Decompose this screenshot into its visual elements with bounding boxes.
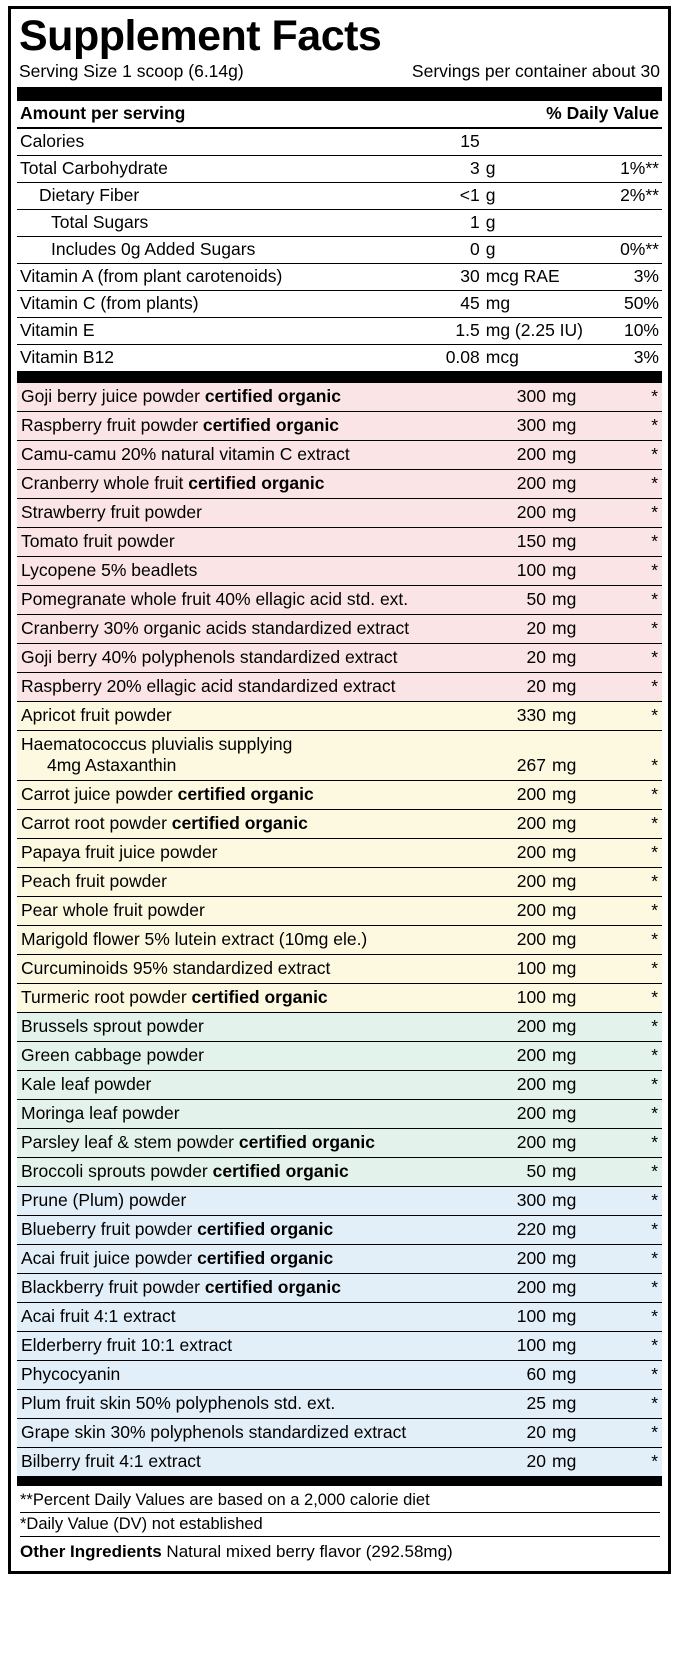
table-row [17,955,662,984]
ingredients-table [17,383,662,1477]
ingredient-amount: 200 [509,1071,549,1100]
ingredient-unit: mg [549,1274,638,1303]
ingredient-unit: mg [549,586,638,615]
page-title: Supplement Facts [19,12,382,60]
ingredient-amount: 220 [509,1216,549,1245]
ingredient-dv: * [638,1303,662,1332]
ingredient-unit: mg [549,1013,638,1042]
ingredient-amount: 20 [509,673,549,702]
serving-size: Serving Size 1 scoop (6.14g) [19,61,244,81]
table-row [17,868,662,897]
ingredient-unit: mg [549,557,638,586]
ingredient-name: Kale leaf powder [17,1071,509,1100]
nutrient-amount: 3 [426,156,483,183]
ingredient-amount: 300 [509,1187,549,1216]
ingredient-dv: * [638,955,662,984]
ingredient-dv: * [638,781,662,810]
ingredient-amount: 100 [509,955,549,984]
servings-per-container: Servings per container about 30 [411,61,660,81]
table-row [17,1245,662,1274]
ingredient-name: Raspberry 20% ellagic acid standardized extract [17,673,509,702]
nutrient-amount: 0.08 [426,345,483,372]
ingredient-name: Bilberry fruit 4:1 extract [17,1448,509,1477]
ingredient-name: Curcuminoids 95% standardized extract [17,955,509,984]
other-ingredients [17,1537,662,1565]
ingredient-name: Parsley leaf & stem powder certified organic [17,1129,509,1158]
nutrient-dv: 10% [583,318,662,345]
ingredient-name: Carrot root powder certified organic [17,810,509,839]
ingredient-unit: mg [549,383,638,412]
ingredient-dv: * [638,470,662,499]
ingredient-unit: mg [549,1071,638,1100]
ingredient-unit: mg [549,470,638,499]
ingredient-amount: 100 [509,557,549,586]
nutrient-unit: mcg [483,345,583,372]
ingredient-dv: * [638,586,662,615]
ingredient-dv: * [638,499,662,528]
nutrient-dv: 2%** [583,183,662,210]
ingredient-dv: * [638,673,662,702]
ingredient-name: Green cabbage powder [17,1042,509,1071]
ingredient-dv: * [638,1071,662,1100]
ingredient-name: Haematococcus pluvialis supplying 4mg Astaxanthin [17,731,509,781]
ingredient-unit: mg [549,644,638,673]
nutrient-dv: 0%** [583,237,662,264]
ingredient-dv: * [638,1158,662,1187]
ingredient-dv: * [638,926,662,955]
ingredient-amount: 200 [509,810,549,839]
ingredient-amount: 200 [509,1013,549,1042]
nutrient-amount: <1 [426,183,483,210]
ingredient-amount: 200 [509,839,549,868]
nutrient-dv: 50% [583,291,662,318]
nutrient-unit: g [483,237,583,264]
ingredient-amount: 300 [509,412,549,441]
ingredient-amount: 20 [509,644,549,673]
ingredient-name: Phycocyanin [17,1361,509,1390]
nutrient-unit [483,128,583,156]
serving-info-row [17,60,662,84]
ingredient-unit: mg [549,1419,638,1448]
table-row [17,615,662,644]
certified-organic-tag: certified organic [177,784,314,804]
ingredient-name: Cranberry whole fruit certified organic [17,470,509,499]
table-row [17,731,662,781]
ingredient-unit: mg [549,528,638,557]
ingredient-dv: * [638,644,662,673]
certified-organic-tag: certified organic [202,415,340,435]
ingredient-unit: mg [549,412,638,441]
ingredient-amount: 200 [509,441,549,470]
ingredient-name: Carrot juice powder certified organic [17,781,509,810]
ingredient-dv: * [638,1332,662,1361]
nutrient-unit: g [483,183,583,210]
ingredient-name: Turmeric root powder certified organic [17,984,509,1013]
ingredient-unit: mg [549,1303,638,1332]
nutrient-unit: mg (2.25 IU) [483,318,583,345]
table-row [17,1419,662,1448]
ingredient-dv: * [638,412,662,441]
ingredient-unit: mg [549,499,638,528]
nutrient-amount: 45 [426,291,483,318]
table-row [17,128,662,156]
certified-organic-tag: certified organic [204,1277,341,1297]
footnote-daily-values: **Percent Daily Values are based on a 2,000 calorie diet [20,1489,660,1513]
ingredient-name: Brussels sprout powder [17,1013,509,1042]
ingredient-amount: 200 [509,1274,549,1303]
ingredient-unit: mg [549,673,638,702]
table-row [17,183,662,210]
table-row [17,1042,662,1071]
column-header-amount: Amount per serving [17,101,483,128]
ingredient-dv: * [638,702,662,731]
ingredient-name: Tomato fruit powder [17,528,509,557]
ingredient-amount: 20 [509,1419,549,1448]
ingredient-unit: mg [549,1361,638,1390]
table-row [17,528,662,557]
ingredient-unit: mg [549,1332,638,1361]
ingredient-amount: 50 [509,1158,549,1187]
ingredient-name: Lycopene 5% beadlets [17,557,509,586]
ingredient-unit: mg [549,1216,638,1245]
ingredient-dv: * [638,810,662,839]
ingredient-unit: mg [549,441,638,470]
table-row [17,702,662,731]
ingredient-name: Papaya fruit juice powder [17,839,509,868]
nutrient-unit: mg [483,291,583,318]
ingredient-dv: * [638,1042,662,1071]
ingredient-unit: mg [549,1042,638,1071]
nutrient-dv: 3% [583,345,662,372]
ingredient-amount: 200 [509,470,549,499]
ingredient-unit: mg [549,1245,638,1274]
table-row [17,897,662,926]
table-row [17,839,662,868]
ingredient-name: Pear whole fruit powder [17,897,509,926]
table-row [17,1274,662,1303]
ingredient-amount: 200 [509,1100,549,1129]
ingredient-unit: mg [549,615,638,644]
table-row [17,586,662,615]
ingredient-unit: mg [549,702,638,731]
table-row [17,644,662,673]
table-row [17,1100,662,1129]
ingredient-dv: * [638,1245,662,1274]
ingredient-dv: * [638,1274,662,1303]
thick-divider-top [17,87,662,101]
label-border-box [8,6,671,1574]
ingredient-amount: 25 [509,1390,549,1419]
nutrients-table-header [17,101,662,128]
ingredient-unit: mg [549,1448,638,1477]
ingredient-dv: * [638,1129,662,1158]
ingredient-unit: mg [549,839,638,868]
ingredient-dv: * [638,1100,662,1129]
ingredient-dv: * [638,1216,662,1245]
ingredient-amount: 200 [509,897,549,926]
table-row [17,1158,662,1187]
ingredient-amount: 200 [509,868,549,897]
nutrient-dv [583,210,662,237]
ingredient-amount: 50 [509,586,549,615]
ingredient-amount: 200 [509,781,549,810]
ingredient-amount: 330 [509,702,549,731]
ingredient-amount: 20 [509,615,549,644]
ingredient-name: Grape skin 30% polyphenols standardized extract [17,1419,509,1448]
nutrient-name: Vitamin A (from plant carotenoids) [17,264,426,291]
table-row [17,1448,662,1477]
ingredient-dv: * [638,897,662,926]
nutrient-name: Vitamin E [17,318,426,345]
nutrient-unit: mcg RAE [483,264,583,291]
ingredient-amount: 300 [509,383,549,412]
nutrient-name: Total Sugars [17,210,426,237]
ingredient-dv: * [638,441,662,470]
nutrient-unit: g [483,156,583,183]
ingredient-unit: mg [549,897,638,926]
nutrient-amount: 1.5 [426,318,483,345]
certified-organic-tag: certified organic [171,813,308,833]
thick-divider-bottom [17,1477,662,1486]
table-row [17,210,662,237]
ingredient-name: Goji berry juice powder certified organic [17,383,509,412]
ingredient-amount: 150 [509,528,549,557]
table-row [17,781,662,810]
ingredient-amount: 200 [509,1042,549,1071]
ingredient-name: Strawberry fruit powder [17,499,509,528]
ingredient-unit: mg [549,1100,638,1129]
nutrient-unit: g [483,210,583,237]
ingredient-subline: 4mg Astaxanthin [47,755,177,775]
ingredient-unit: mg [549,1129,638,1158]
certified-organic-tag: certified organic [191,987,328,1007]
ingredient-amount: 60 [509,1361,549,1390]
ingredient-name: Blackberry fruit powder certified organic [17,1274,509,1303]
ingredient-dv: * [638,557,662,586]
ingredient-name: Marigold flower 5% lutein extract (10mg ele.) [17,926,509,955]
ingredient-amount: 20 [509,1448,549,1477]
ingredient-unit: mg [549,731,638,781]
nutrient-amount: 0 [426,237,483,264]
ingredient-amount: 200 [509,499,549,528]
table-row [17,1390,662,1419]
table-row [17,441,662,470]
nutrient-name: Dietary Fiber [17,183,426,210]
nutrient-dv [583,128,662,156]
table-row [17,1187,662,1216]
nutrient-dv: 3% [583,264,662,291]
ingredient-dv: * [638,383,662,412]
nutrient-dv: 1%** [583,156,662,183]
table-row [17,237,662,264]
nutrient-name: Calories [17,128,426,156]
certified-organic-tag: certified organic [238,1132,376,1152]
table-row [17,264,662,291]
table-row [17,470,662,499]
table-row [17,156,662,183]
certified-organic-tag: certified organic [204,386,341,406]
ingredient-name: Prune (Plum) powder [17,1187,509,1216]
ingredient-dv: * [638,1361,662,1390]
ingredient-name: Plum fruit skin 50% polyphenols std. ext. [17,1390,509,1419]
table-row [17,383,662,412]
certified-organic-tag: certified organic [197,1219,334,1239]
ingredient-dv: * [638,868,662,897]
ingredient-dv: * [638,1013,662,1042]
thick-divider-middle [17,372,662,383]
certified-organic-tag: certified organic [197,1248,334,1268]
ingredient-dv: * [638,839,662,868]
ingredient-name: Cranberry 30% organic acids standardized extract [17,615,509,644]
table-row [17,1216,662,1245]
ingredient-amount: 200 [509,1129,549,1158]
column-header-daily-value: % Daily Value [483,101,662,128]
table-row [17,345,662,372]
ingredient-name: Blueberry fruit powder certified organic [17,1216,509,1245]
ingredient-amount: 100 [509,1332,549,1361]
table-row [17,412,662,441]
footnote-dv-not-established: *Daily Value (DV) not established [20,1513,660,1537]
ingredient-amount: 267 [509,731,549,781]
table-row [17,1303,662,1332]
ingredient-unit: mg [549,955,638,984]
ingredient-dv: * [638,1390,662,1419]
ingredient-amount: 200 [509,926,549,955]
ingredient-dv: * [638,1187,662,1216]
table-row [17,499,662,528]
other-ingredients-text: Natural mixed berry flavor (292.58mg) [161,1542,453,1561]
table-row [17,673,662,702]
nutrient-amount: 15 [426,128,483,156]
nutrients-table [17,101,662,372]
ingredient-name: Pomegranate whole fruit 40% ellagic acid std. ext. [17,586,509,615]
ingredient-dv: * [638,984,662,1013]
nutrient-amount: 1 [426,210,483,237]
ingredient-name: Acai fruit 4:1 extract [17,1303,509,1332]
ingredient-name: Goji berry 40% polyphenols standardized extract [17,644,509,673]
ingredient-dv: * [638,731,662,781]
ingredient-name: Peach fruit powder [17,868,509,897]
ingredient-name: Acai fruit juice powder certified organic [17,1245,509,1274]
ingredient-dv: * [638,528,662,557]
table-row [17,318,662,345]
certified-organic-tag: certified organic [188,473,325,493]
ingredient-name: Camu-camu 20% natural vitamin C extract [17,441,509,470]
footnotes [17,1486,662,1537]
table-row [17,557,662,586]
table-row [17,1013,662,1042]
ingredient-amount: 200 [509,1245,549,1274]
ingredient-name: Broccoli sprouts powder certified organic [17,1158,509,1187]
ingredient-name: Raspberry fruit powder certified organic [17,412,509,441]
ingredient-unit: mg [549,984,638,1013]
ingredient-name: Elderberry fruit 10:1 extract [17,1332,509,1361]
ingredient-unit: mg [549,1187,638,1216]
table-row [17,1129,662,1158]
table-row [17,1361,662,1390]
ingredient-unit: mg [549,1390,638,1419]
ingredient-name: Apricot fruit powder [17,702,509,731]
ingredient-dv: * [638,1448,662,1477]
ingredient-name: Moringa leaf powder [17,1100,509,1129]
ingredient-dv: * [638,615,662,644]
nutrient-name: Vitamin C (from plants) [17,291,426,318]
table-row [17,1071,662,1100]
ingredient-unit: mg [549,1158,638,1187]
table-row [17,810,662,839]
certified-organic-tag: certified organic [212,1161,349,1181]
other-ingredients-label: Other Ingredients [20,1542,162,1561]
ingredient-dv: * [638,1419,662,1448]
table-row [17,291,662,318]
table-row [17,926,662,955]
nutrient-name: Includes 0g Added Sugars [17,237,426,264]
nutrient-name: Vitamin B12 [17,345,426,372]
ingredient-unit: mg [549,926,638,955]
ingredient-amount: 100 [509,1303,549,1332]
table-row [17,1332,662,1361]
nutrient-amount: 30 [426,264,483,291]
ingredient-amount: 100 [509,984,549,1013]
ingredient-unit: mg [549,810,638,839]
ingredient-unit: mg [549,781,638,810]
ingredient-unit: mg [549,868,638,897]
table-row [17,984,662,1013]
nutrient-name: Total Carbohydrate [17,156,426,183]
